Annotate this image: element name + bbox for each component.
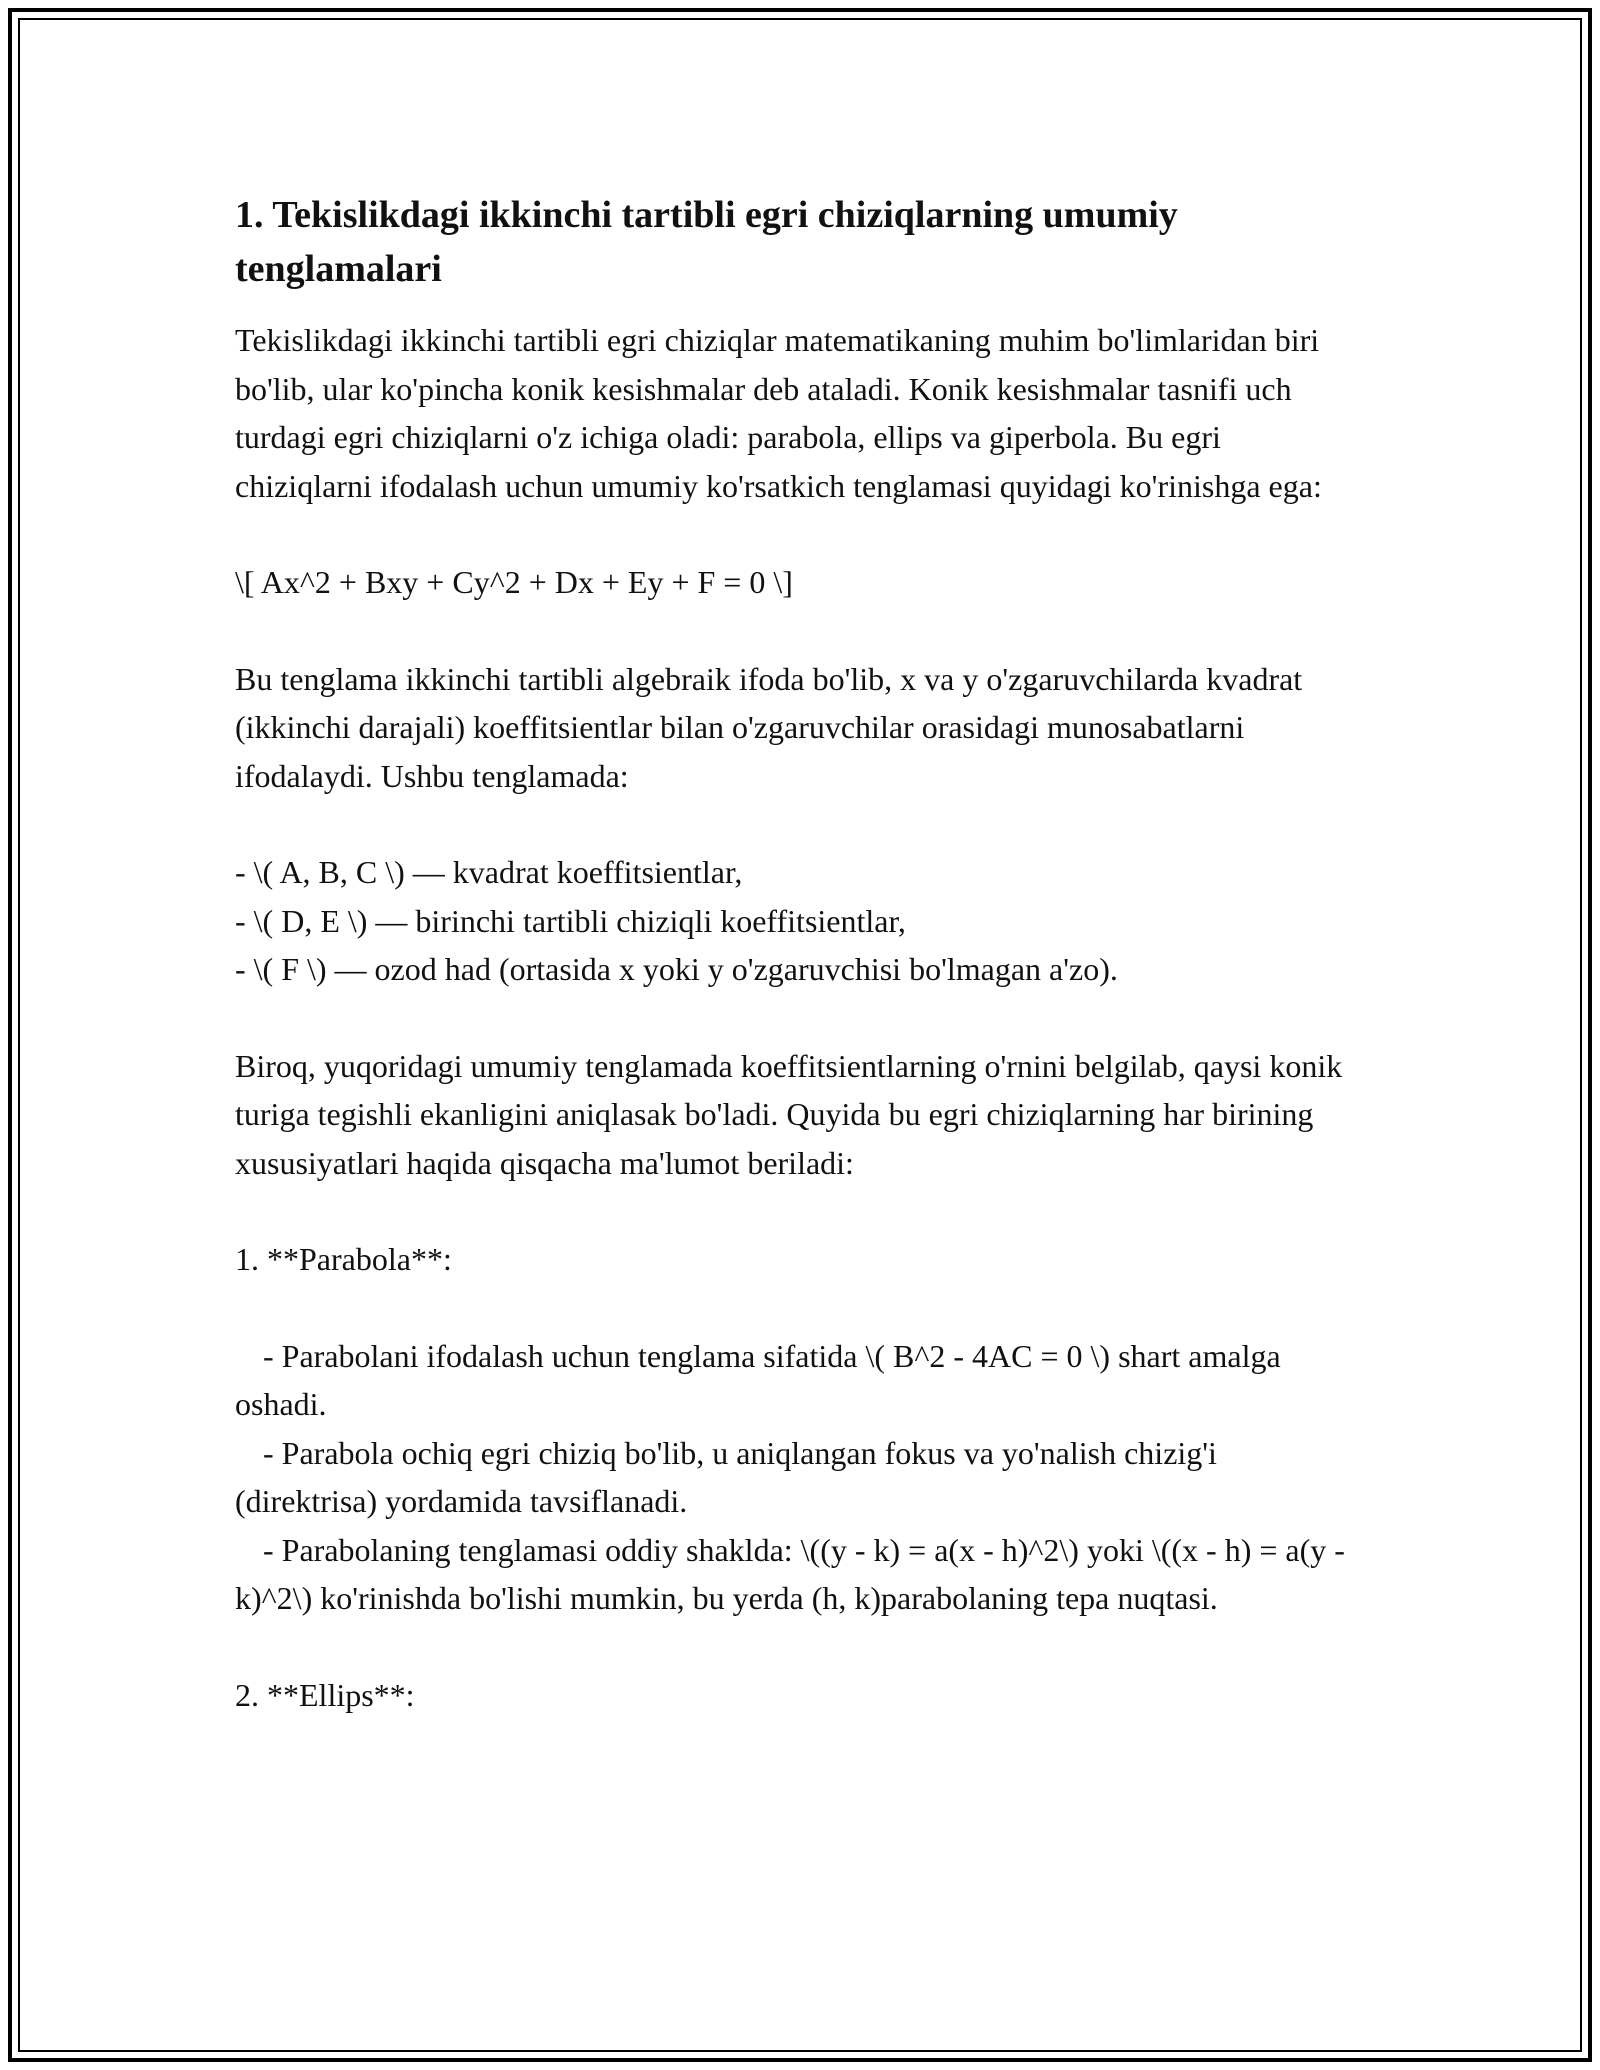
parabola-point: - Parabola ochiq egri chiziq bo'lib, u aniqlangan fokus va yo'nalish chizig'i (direktrisa) yordamida tavsiflanadi. bbox=[235, 1434, 1217, 1519]
coefficient-item: - \( F \) — ozod had (ortasida x yoki y o'zgaruvchisi bo'lmagan a'zo). bbox=[235, 951, 1118, 987]
parabola-heading: 1. **Parabola**: bbox=[235, 1241, 452, 1277]
spacer bbox=[235, 1284, 1365, 1332]
general-equation: \[ Ax^2 + Bxy + Cy^2 + Dx + Ey + F = 0 \] bbox=[235, 564, 793, 600]
intro-paragraph: Tekislikdagi ikkinchi tartibli egri chiziqlar matematikaning muhim bo'limlaridan biri bo'lib, ular ko'pincha konik kesishmalar deb ataladi. Konik kesishmalar tasnifi uch turdagi egri chiziqlarni o'z ichiga oladi: parabola, ellips va giperbola. Bu egri chiziqlarni ifodalash uchun umumiy ko'rsatkich tenglamasi quyidagi ko'rinishga ega: bbox=[235, 322, 1322, 504]
coefficient-item: - \( A, B, C \) — kvadrat koeffitsientlar, bbox=[235, 854, 743, 890]
parabola-point: - Parabolani ifodalash uchun tenglama sifatida \( B^2 - 4AC = 0 \) shart amalga oshadi. bbox=[235, 1337, 1281, 1422]
spacer bbox=[235, 994, 1365, 1042]
document-title: 1. Tekislikdagi ikkinchi tartibli egri chiziqlarning umumiy tenglamalari bbox=[235, 194, 1178, 290]
document-body bbox=[235, 188, 1365, 1719]
coefficient-item: - \( D, E \) — birinchi tartibli chiziqli koeffitsientlar, bbox=[235, 902, 906, 939]
parabola-point: - Parabolaning tenglamasi oddiy shaklda: \((y - k) = a(x - h)^2\) yoki \((x - h) = a(y - k)^2\) ko'rinishda bo'lishi mumkin, bu yerda (h, k)parabolaning tepa nuqtasi. bbox=[235, 1531, 1345, 1616]
spacer bbox=[235, 800, 1365, 848]
classification-paragraph: Biroq, yuqoridagi umumiy tenglamada koeffitsientlarning o'rnini belgilab, qaysi konik turiga tegishli ekanligini aniqlasak bo'ladi. Quyida bu egri chiziqlarning har birining xususiyatlari haqida qisqacha ma'lumot beriladi: bbox=[235, 1047, 1343, 1181]
spacer bbox=[235, 607, 1365, 655]
explanation-paragraph: Bu tenglama ikkinchi tartibli algebraik ifoda bo'lib, x va y o'zgaruvchilarda kvadrat (ikkinchi darajali) koeffitsientlar bilan o'zgaruvchilar orasidagi munosabatlarni ifodalaydi. Ushbu tenglamada: bbox=[235, 660, 1303, 794]
spacer bbox=[235, 1623, 1365, 1671]
spacer bbox=[235, 1187, 1365, 1235]
ellips-heading: 2. **Ellips**: bbox=[235, 1676, 415, 1713]
spacer bbox=[235, 510, 1365, 558]
